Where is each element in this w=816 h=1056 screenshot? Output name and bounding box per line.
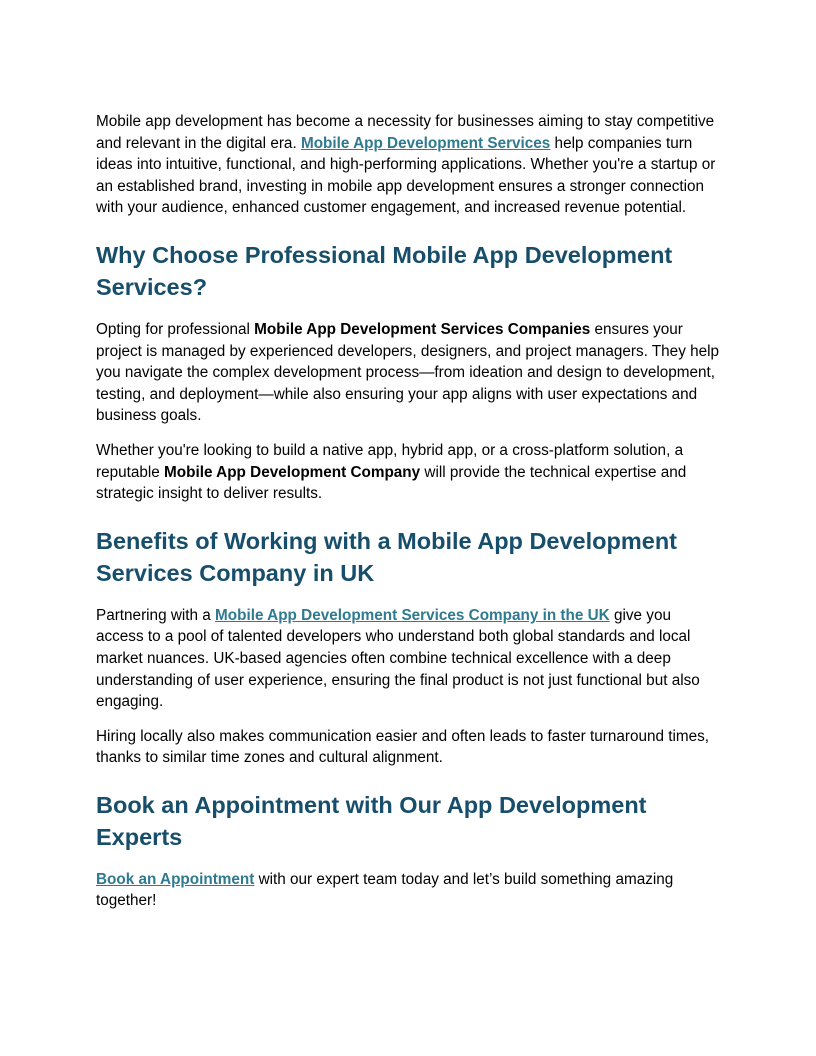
why-p2-text-2: will provide the technical expertise and strategic insight to deliver results. — [96, 463, 687, 503]
why-p2-bold: Mobile App Development Company — [164, 463, 421, 481]
benefits-paragraph-2: Hiring locally also makes communication easier and often leads to faster turnaround times, thanks to similar time zones and cultural alignment. — [96, 727, 710, 767]
why-p1-bold: Mobile App Development Services Companies — [254, 320, 591, 338]
why-p1-text-1: Opting for professional — [96, 320, 255, 338]
benefits-p1-text-2: give you access to a pool of talented developers who understand both global standards and local market nuances. UK-based agencies often combine technical excellence with a deep understanding of user experience, ensuring the final product is not just functional but also engaging. — [96, 606, 700, 711]
intro-text-1: Mobile app development has become a necessity for businesses aiming to stay competitive and relevant in the digital era. — [96, 113, 715, 152]
benefits-heading: Benefits of Working with a Mobile App Development Services Company in UK — [96, 527, 678, 587]
benefits-paragraph-1 — [96, 605, 720, 713]
why-p2-text-1: Whether you're looking to build a native app, hybrid app, or a cross-platform solution, a reputable — [96, 441, 684, 481]
why-p1-text-2: ensures your project is managed by experienced developers, designers, and project managers. They help you navigate the complex development process—from ideation and design to development, testing, and deployment—while also ensuring your app aligns with user expectations and business goals. — [96, 320, 720, 425]
book-paragraph — [96, 869, 720, 912]
intro-text-2: help companies turn ideas into intuitive, functional, and high-performing applications. Whether you're a startup or an established brand, investing in mobile app development ensures a stronger connection with your audience, enhanced customer engagement, and increased revenue potential. — [96, 134, 716, 217]
benefits-p1-text-1: Partnering with a — [96, 606, 216, 624]
why-paragraph-2 — [96, 440, 720, 505]
book-text: with our expert team today and let’s build something amazing together! — [96, 870, 674, 910]
mobile-app-development-services-link[interactable]: Mobile App Development Services — [300, 134, 551, 152]
intro-paragraph — [96, 111, 720, 219]
book-appointment-heading: Book an Appointment with Our App Development Experts — [96, 791, 647, 851]
why-choose-heading: Why Choose Professional Mobile App Development Services? — [96, 241, 673, 301]
uk-company-link[interactable]: Mobile App Development Services Company in the UK — [215, 606, 610, 624]
book-appointment-link[interactable]: Book an Appointment — [96, 870, 255, 888]
why-paragraph-1 — [96, 319, 720, 427]
